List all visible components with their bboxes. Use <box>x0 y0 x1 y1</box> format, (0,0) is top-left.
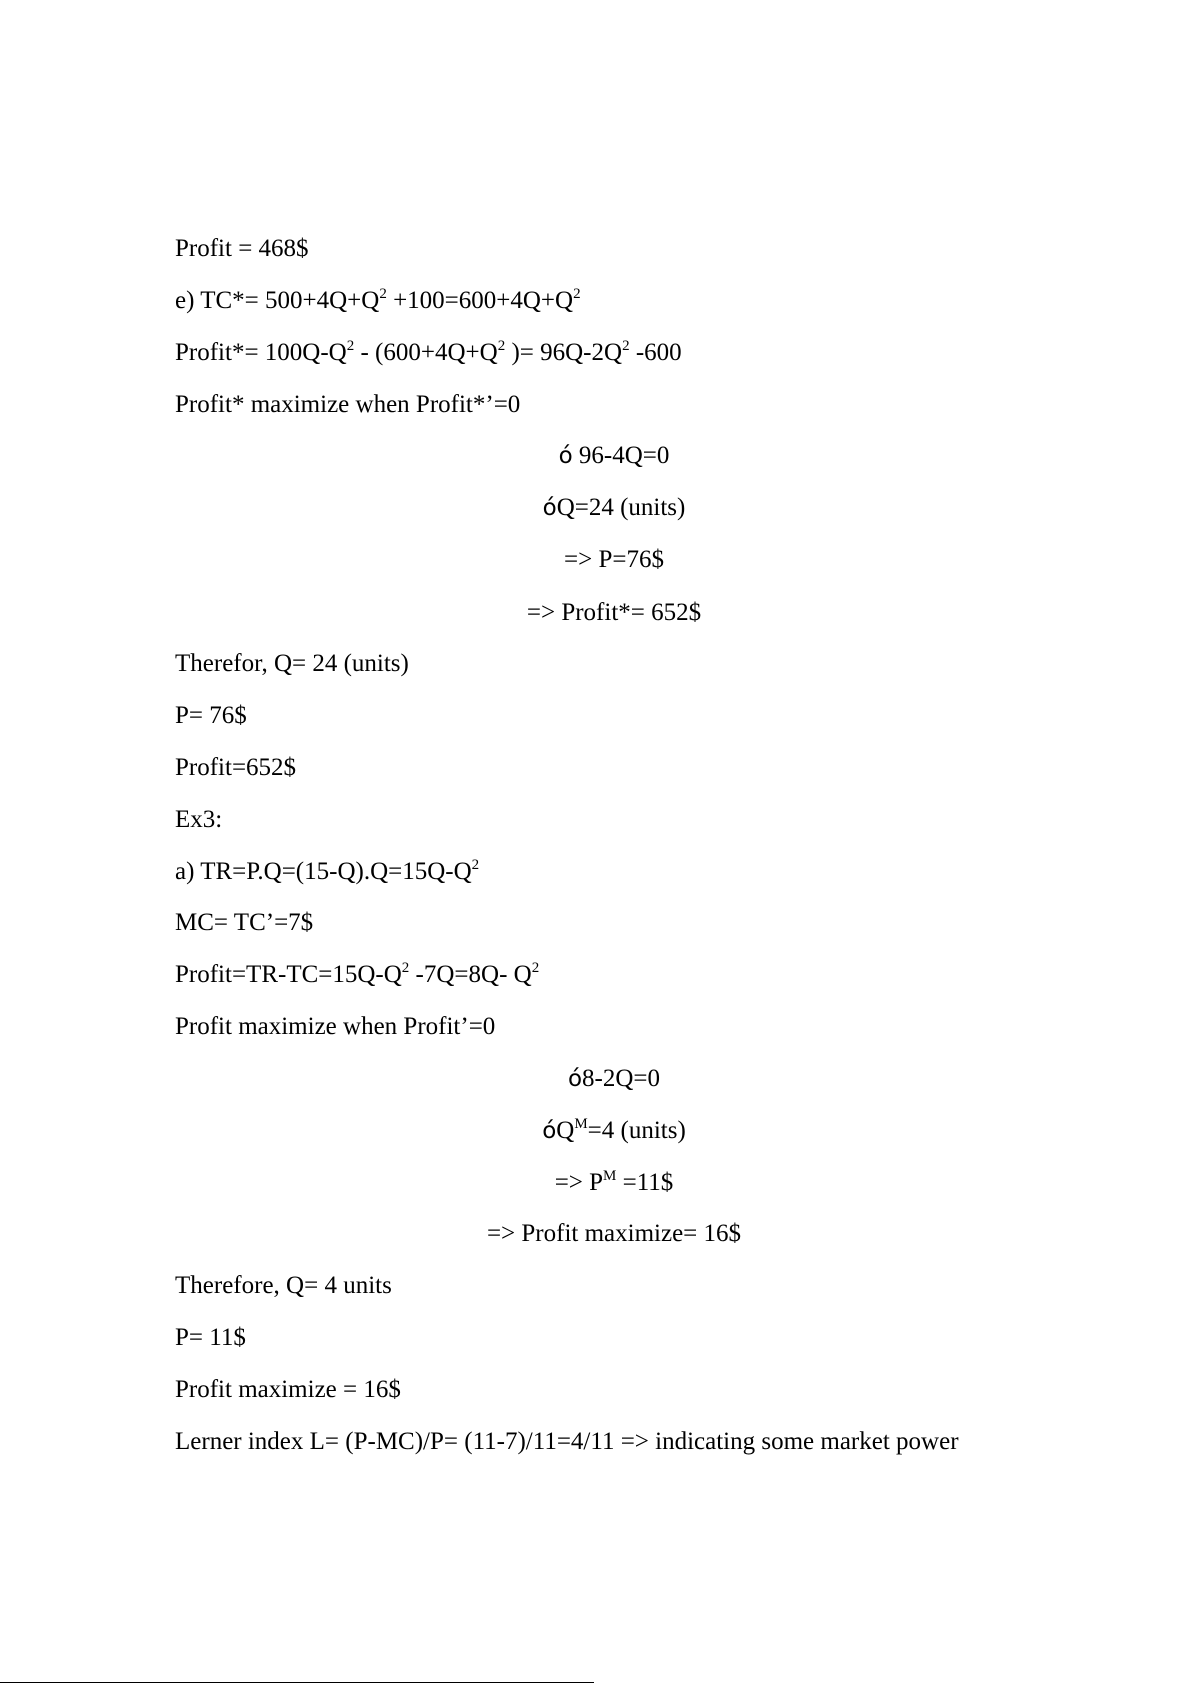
total-cost-equation: e) $TC*= 500+4Q+Q^2 +100=600+4Q+Q^2$ <box>175 286 581 314</box>
profit-star-solution: => Profit*= 652$ <box>526 599 702 626</box>
quantity-solution: óQ=24 (units) <box>542 494 686 521</box>
exercise-heading: Ex3: <box>175 806 223 833</box>
derivative-equation: ó 96-4Q=0 <box>558 442 670 469</box>
profit-result-line: Profit = 468$ <box>175 235 309 262</box>
monopoly-quantity: $óQ^M=4$ (units) <box>542 1116 686 1144</box>
lerner-index-line: Lerner index L= (P-MC)/P= (11-7)/11=4/11 => indicating some market power <box>175 1428 959 1455</box>
profit-maximize-solution: => Profit maximize= 16$ <box>486 1220 742 1247</box>
equivalence-symbol: ó <box>567 1066 583 1092</box>
total-revenue-equation: a) $TR=P.Q=(15-Q).Q=15Q-Q^2$ <box>175 857 480 885</box>
therefore-price: P= 76$ <box>175 702 247 729</box>
therefore-price-2: P= 11$ <box>175 1324 246 1351</box>
therefore-profit-2: Profit maximize = 16$ <box>175 1376 401 1403</box>
price-solution: => P=76$ <box>564 546 664 573</box>
marginal-cost-line: MC= TC’=7$ <box>175 909 314 936</box>
monopoly-price: => $P^M$ =11$ <box>554 1168 674 1196</box>
maximize-condition: Profit* maximize when Profit*’=0 <box>175 391 521 418</box>
equivalence-symbol: ó <box>542 495 557 521</box>
equivalence-symbol: ó <box>542 1118 557 1144</box>
footer-divider <box>0 1682 594 1683</box>
maximize-condition-2: Profit maximize when Profit’=0 <box>175 1013 496 1040</box>
derivative-equation-2: ó8-2Q=0 <box>567 1065 661 1092</box>
equivalence-symbol: ó <box>558 443 573 469</box>
therefore-profit: Profit=652$ <box>175 754 297 781</box>
therefore-quantity-2: Therefore, Q= 4 units <box>175 1272 392 1299</box>
profit-equation: $Profit=TR-TC=15Q-Q^2$ -7Q=8Q- $Q^2$ <box>175 960 540 988</box>
therefore-quantity: Therefor, Q= 24 (units) <box>175 650 409 677</box>
profit-star-equation: Profit*= $100Q-Q^2 - (600+4Q+Q^2$ )= $96Q-2Q^2$ -600 <box>175 338 682 366</box>
